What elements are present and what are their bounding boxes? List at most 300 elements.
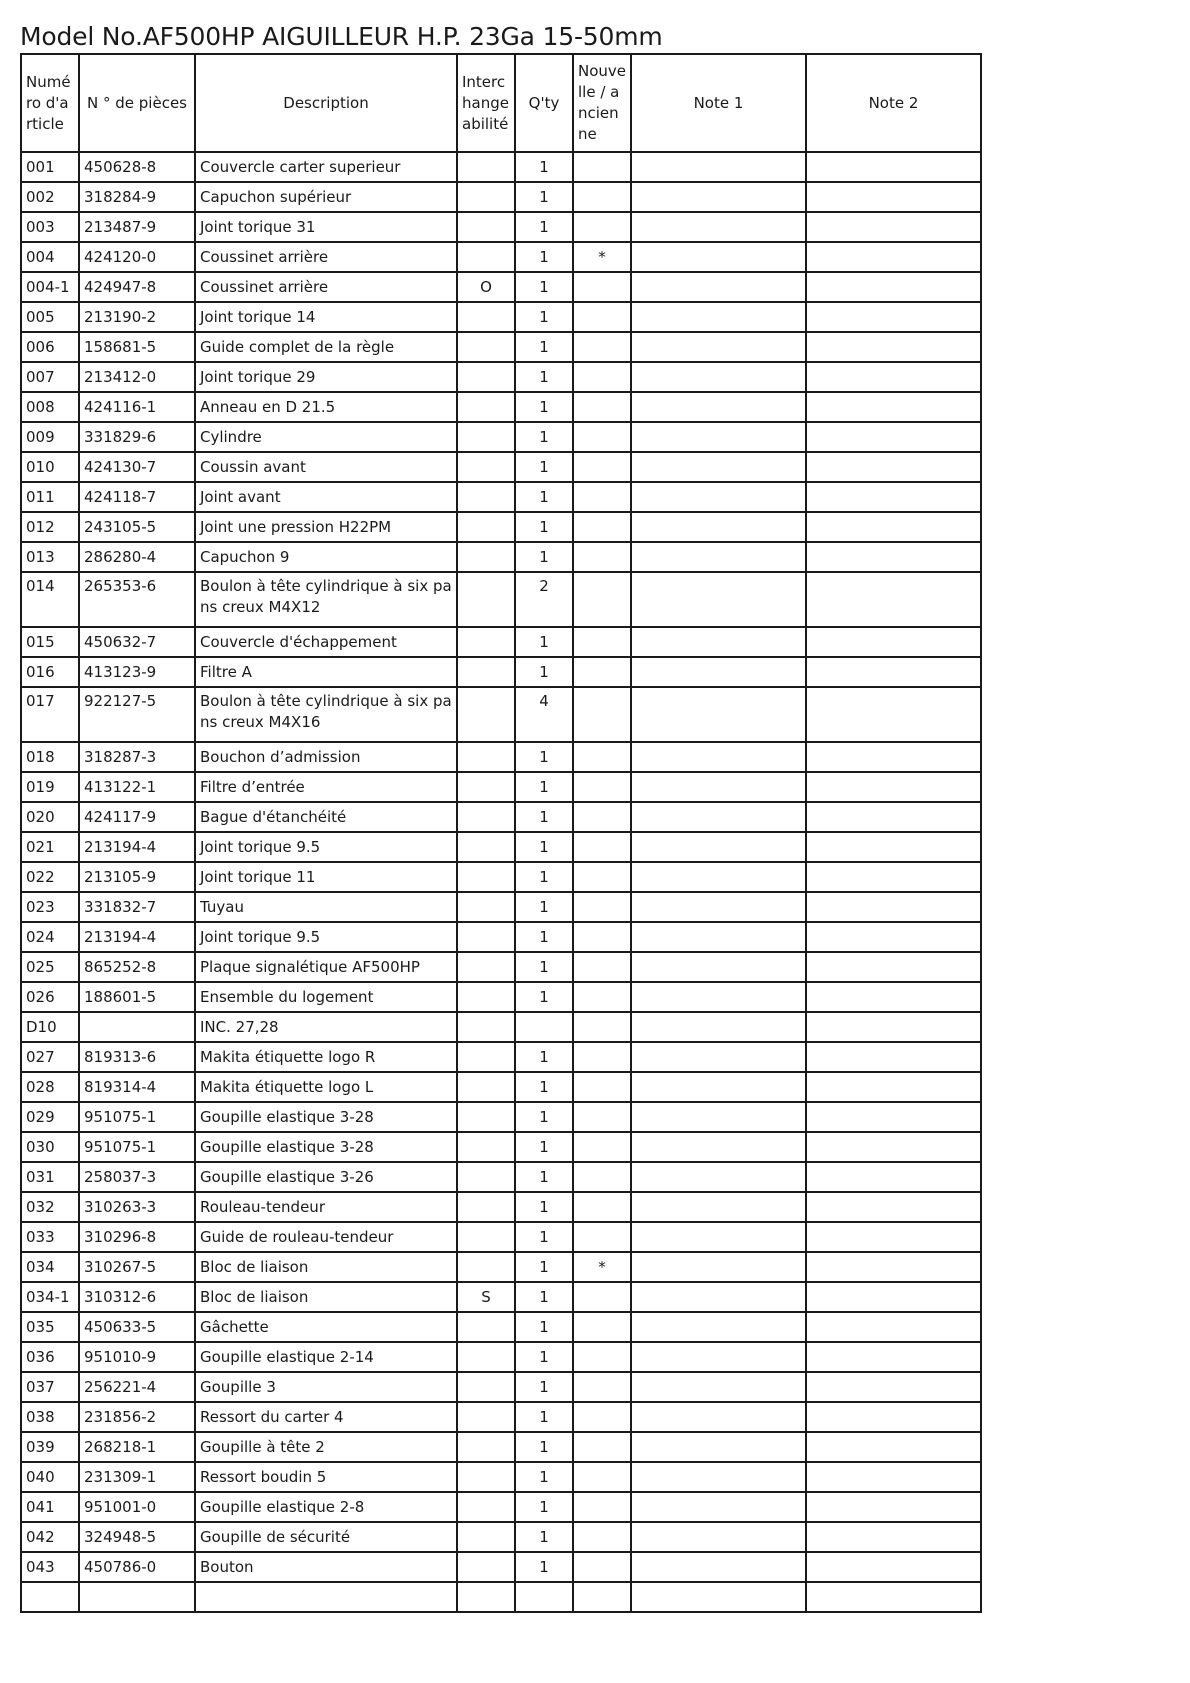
description-cell: Boulon à tête cylindrique à six pans creux M4X16 — [195, 687, 457, 742]
note-2-cell — [806, 422, 981, 452]
description-cell: Cylindre — [195, 422, 457, 452]
quantity-cell: 1 — [515, 832, 573, 862]
part-number-cell: 413123-9 — [79, 657, 195, 687]
note-1-cell — [631, 482, 806, 512]
new-old-cell — [573, 687, 631, 742]
table-row — [21, 1342, 981, 1372]
quantity-cell: 1 — [515, 742, 573, 772]
quantity-cell: 1 — [515, 1372, 573, 1402]
table-row — [21, 657, 981, 687]
part-number-cell: 231309-1 — [79, 1462, 195, 1492]
item-number-cell: 042 — [21, 1522, 79, 1552]
interchangeability-cell — [457, 1072, 515, 1102]
interchangeability-cell — [457, 332, 515, 362]
note-2-cell — [806, 302, 981, 332]
part-number-cell: 268218-1 — [79, 1432, 195, 1462]
table-row — [21, 242, 981, 272]
new-old-cell — [573, 362, 631, 392]
item-number-cell: 012 — [21, 512, 79, 542]
new-old-cell — [573, 1582, 631, 1612]
table-row — [21, 1492, 981, 1522]
quantity-cell: 1 — [515, 862, 573, 892]
item-number-cell: 032 — [21, 1192, 79, 1222]
new-old-cell: * — [573, 1252, 631, 1282]
interchangeability-cell — [457, 982, 515, 1012]
note-2-cell — [806, 362, 981, 392]
new-old-cell — [573, 272, 631, 302]
item-number-cell: 026 — [21, 982, 79, 1012]
table-row — [21, 687, 981, 742]
item-number-cell: 028 — [21, 1072, 79, 1102]
item-number-cell: 017 — [21, 687, 79, 742]
item-number-cell: 030 — [21, 1132, 79, 1162]
interchangeability-cell — [457, 1372, 515, 1402]
description-cell: Joint torique 31 — [195, 212, 457, 242]
interchangeability-cell — [457, 1342, 515, 1372]
item-number-cell: 019 — [21, 772, 79, 802]
table-row — [21, 627, 981, 657]
table-row — [21, 1462, 981, 1492]
note-2-cell — [806, 742, 981, 772]
item-number-cell: 024 — [21, 922, 79, 952]
new-old-cell — [573, 657, 631, 687]
note-2-cell — [806, 1582, 981, 1612]
part-number-cell: 424117-9 — [79, 802, 195, 832]
quantity-cell: 4 — [515, 687, 573, 742]
new-old-cell — [573, 182, 631, 212]
note-2-cell — [806, 1042, 981, 1072]
item-number-cell: 016 — [21, 657, 79, 687]
quantity-cell: 1 — [515, 1042, 573, 1072]
table-row — [21, 542, 981, 572]
col-header-new-old: Nouvelle / ancienne — [573, 54, 631, 152]
interchangeability-cell — [457, 422, 515, 452]
note-1-cell — [631, 1402, 806, 1432]
quantity-cell: 1 — [515, 182, 573, 212]
interchangeability-cell — [457, 1522, 515, 1552]
new-old-cell — [573, 1402, 631, 1432]
note-1-cell — [631, 802, 806, 832]
description-cell: Joint torique 29 — [195, 362, 457, 392]
quantity-cell: 1 — [515, 922, 573, 952]
interchangeability-cell — [457, 952, 515, 982]
quantity-cell: 1 — [515, 1282, 573, 1312]
item-number-cell: 022 — [21, 862, 79, 892]
note-2-cell — [806, 1072, 981, 1102]
item-number-cell: 031 — [21, 1162, 79, 1192]
part-number-cell: 951075-1 — [79, 1132, 195, 1162]
note-2-cell — [806, 482, 981, 512]
new-old-cell — [573, 1222, 631, 1252]
table-row — [21, 332, 981, 362]
note-1-cell — [631, 772, 806, 802]
new-old-cell — [573, 1132, 631, 1162]
new-old-cell — [573, 772, 631, 802]
interchangeability-cell — [457, 1312, 515, 1342]
col-header-interchangeability: Interchangeabilité — [457, 54, 515, 152]
note-1-cell — [631, 1192, 806, 1222]
note-2-cell — [806, 572, 981, 627]
new-old-cell — [573, 802, 631, 832]
new-old-cell — [573, 1192, 631, 1222]
item-number-cell: 035 — [21, 1312, 79, 1342]
interchangeability-cell — [457, 1462, 515, 1492]
table-row — [21, 862, 981, 892]
quantity-cell: 1 — [515, 1312, 573, 1342]
item-number-cell: 003 — [21, 212, 79, 242]
description-cell: Couvercle carter superieur — [195, 152, 457, 182]
note-1-cell — [631, 1552, 806, 1582]
table-row — [21, 362, 981, 392]
table-row — [21, 982, 981, 1012]
description-cell: Capuchon supérieur — [195, 182, 457, 212]
col-header-note-2: Note 2 — [806, 54, 981, 152]
new-old-cell — [573, 452, 631, 482]
part-number-cell: 424120-0 — [79, 242, 195, 272]
description-cell: Guide de rouleau-tendeur — [195, 1222, 457, 1252]
note-1-cell — [631, 1432, 806, 1462]
new-old-cell — [573, 862, 631, 892]
table-row — [21, 272, 981, 302]
quantity-cell: 1 — [515, 1492, 573, 1522]
item-number-cell: 010 — [21, 452, 79, 482]
interchangeability-cell — [457, 742, 515, 772]
quantity-cell: 1 — [515, 1522, 573, 1552]
item-number-cell: 006 — [21, 332, 79, 362]
part-number-cell: 331829-6 — [79, 422, 195, 452]
quantity-cell — [515, 1012, 573, 1042]
description-cell: Makita étiquette logo R — [195, 1042, 457, 1072]
note-2-cell — [806, 1342, 981, 1372]
note-1-cell — [631, 1282, 806, 1312]
new-old-cell — [573, 1432, 631, 1462]
description-cell: Joint torique 14 — [195, 302, 457, 332]
quantity-cell: 1 — [515, 212, 573, 242]
interchangeability-cell — [457, 832, 515, 862]
description-cell: Couvercle d'échappement — [195, 627, 457, 657]
description-cell: Gâchette — [195, 1312, 457, 1342]
new-old-cell — [573, 1012, 631, 1042]
note-2-cell — [806, 982, 981, 1012]
part-number-cell: 318287-3 — [79, 742, 195, 772]
description-cell: Goupille elastique 3-28 — [195, 1102, 457, 1132]
description-cell: INC. 27,28 — [195, 1012, 457, 1042]
new-old-cell — [573, 1072, 631, 1102]
note-2-cell — [806, 1162, 981, 1192]
quantity-cell: 1 — [515, 1192, 573, 1222]
part-number-cell: 213190-2 — [79, 302, 195, 332]
table-row — [21, 1012, 981, 1042]
new-old-cell — [573, 152, 631, 182]
col-header-description: Description — [195, 54, 457, 152]
quantity-cell: 1 — [515, 1222, 573, 1252]
new-old-cell — [573, 392, 631, 422]
quantity-cell: 1 — [515, 1132, 573, 1162]
table-row — [21, 1162, 981, 1192]
interchangeability-cell — [457, 512, 515, 542]
interchangeability-cell — [457, 1042, 515, 1072]
quantity-cell: 1 — [515, 1162, 573, 1192]
item-number-cell: 002 — [21, 182, 79, 212]
table-row — [21, 922, 981, 952]
interchangeability-cell — [457, 452, 515, 482]
part-number-cell: 213105-9 — [79, 862, 195, 892]
description-cell: Joint avant — [195, 482, 457, 512]
part-number-cell: 413122-1 — [79, 772, 195, 802]
new-old-cell — [573, 1522, 631, 1552]
part-number-cell: 258037-3 — [79, 1162, 195, 1192]
description-cell: Goupille elastique 2-8 — [195, 1492, 457, 1522]
note-1-cell — [631, 422, 806, 452]
description-cell: Anneau en D 21.5 — [195, 392, 457, 422]
description-cell: Joint torique 9.5 — [195, 922, 457, 952]
table-row — [21, 1582, 981, 1612]
note-2-cell — [806, 332, 981, 362]
table-row — [21, 892, 981, 922]
part-number-cell: 450632-7 — [79, 627, 195, 657]
new-old-cell — [573, 922, 631, 952]
item-number-cell: 043 — [21, 1552, 79, 1582]
note-2-cell — [806, 1312, 981, 1342]
note-2-cell — [806, 1282, 981, 1312]
part-number-cell: 310267-5 — [79, 1252, 195, 1282]
new-old-cell — [573, 832, 631, 862]
note-2-cell — [806, 512, 981, 542]
description-cell: Filtre d’entrée — [195, 772, 457, 802]
part-number-cell: 450628-8 — [79, 152, 195, 182]
note-2-cell — [806, 272, 981, 302]
note-2-cell — [806, 1552, 981, 1582]
item-number-cell: 029 — [21, 1102, 79, 1132]
part-number-cell: 819314-4 — [79, 1072, 195, 1102]
description-cell: Ressort boudin 5 — [195, 1462, 457, 1492]
interchangeability-cell — [457, 392, 515, 422]
interchangeability-cell — [457, 182, 515, 212]
item-number-cell: 005 — [21, 302, 79, 332]
quantity-cell: 1 — [515, 1102, 573, 1132]
interchangeability-cell: O — [457, 272, 515, 302]
part-number-cell: 231856-2 — [79, 1402, 195, 1432]
new-old-cell — [573, 1342, 631, 1372]
note-2-cell — [806, 657, 981, 687]
table-row — [21, 572, 981, 627]
description-cell: Joint une pression H22PM — [195, 512, 457, 542]
table-row — [21, 1432, 981, 1462]
item-number-cell: 041 — [21, 1492, 79, 1522]
table-row — [21, 512, 981, 542]
quantity-cell: 1 — [515, 657, 573, 687]
description-cell: Joint torique 11 — [195, 862, 457, 892]
table-row — [21, 1552, 981, 1582]
quantity-cell: 1 — [515, 542, 573, 572]
part-number-cell: 922127-5 — [79, 687, 195, 742]
new-old-cell: * — [573, 242, 631, 272]
note-1-cell — [631, 1342, 806, 1372]
part-number-cell: 213194-4 — [79, 922, 195, 952]
table-row — [21, 1522, 981, 1552]
note-2-cell — [806, 452, 981, 482]
interchangeability-cell — [457, 1552, 515, 1582]
interchangeability-cell — [457, 802, 515, 832]
interchangeability-cell — [457, 1012, 515, 1042]
part-number-cell: 158681-5 — [79, 332, 195, 362]
item-number-cell: 027 — [21, 1042, 79, 1072]
quantity-cell — [515, 1582, 573, 1612]
part-number-cell: 450633-5 — [79, 1312, 195, 1342]
col-header-quantity: Q'ty — [515, 54, 573, 152]
quantity-cell: 1 — [515, 982, 573, 1012]
note-2-cell — [806, 772, 981, 802]
quantity-cell: 1 — [515, 772, 573, 802]
item-number-cell: 036 — [21, 1342, 79, 1372]
new-old-cell — [573, 1102, 631, 1132]
description-cell: Goupille elastique 3-26 — [195, 1162, 457, 1192]
interchangeability-cell — [457, 627, 515, 657]
interchangeability-cell — [457, 1132, 515, 1162]
interchangeability-cell — [457, 152, 515, 182]
interchangeability-cell — [457, 772, 515, 802]
parts-table-body — [21, 152, 981, 1612]
note-1-cell — [631, 657, 806, 687]
note-1-cell — [631, 832, 806, 862]
item-number-cell: 023 — [21, 892, 79, 922]
quantity-cell: 1 — [515, 1432, 573, 1462]
part-number-cell: 424947-8 — [79, 272, 195, 302]
note-2-cell — [806, 922, 981, 952]
new-old-cell — [573, 952, 631, 982]
note-1-cell — [631, 862, 806, 892]
description-cell — [195, 1582, 457, 1612]
note-1-cell — [631, 212, 806, 242]
quantity-cell: 2 — [515, 572, 573, 627]
note-2-cell — [806, 1222, 981, 1252]
note-1-cell — [631, 1132, 806, 1162]
note-1-cell — [631, 1162, 806, 1192]
part-number-cell: 324948-5 — [79, 1522, 195, 1552]
table-row — [21, 1042, 981, 1072]
note-1-cell — [631, 1222, 806, 1252]
note-1-cell — [631, 1522, 806, 1552]
part-number-cell: 951075-1 — [79, 1102, 195, 1132]
note-1-cell — [631, 982, 806, 1012]
item-number-cell: 018 — [21, 742, 79, 772]
part-number-cell: 213487-9 — [79, 212, 195, 242]
col-header-part-number: N ° de pièces — [79, 54, 195, 152]
description-cell: Guide complet de la règle — [195, 332, 457, 362]
note-1-cell — [631, 742, 806, 772]
table-row — [21, 1192, 981, 1222]
note-2-cell — [806, 1522, 981, 1552]
table-row — [21, 392, 981, 422]
table-row — [21, 832, 981, 862]
note-2-cell — [806, 802, 981, 832]
part-number-cell: 310296-8 — [79, 1222, 195, 1252]
description-cell: Goupille de sécurité — [195, 1522, 457, 1552]
new-old-cell — [573, 892, 631, 922]
table-row — [21, 1102, 981, 1132]
table-row — [21, 1252, 981, 1282]
new-old-cell — [573, 1372, 631, 1402]
quantity-cell: 1 — [515, 452, 573, 482]
item-number-cell: 020 — [21, 802, 79, 832]
table-row — [21, 422, 981, 452]
note-1-cell — [631, 1312, 806, 1342]
new-old-cell — [573, 212, 631, 242]
quantity-cell: 1 — [515, 952, 573, 982]
item-number-cell: 004 — [21, 242, 79, 272]
quantity-cell: 1 — [515, 302, 573, 332]
new-old-cell — [573, 572, 631, 627]
note-2-cell — [806, 212, 981, 242]
new-old-cell — [573, 302, 631, 332]
note-2-cell — [806, 862, 981, 892]
table-row — [21, 152, 981, 182]
part-number-cell: 213194-4 — [79, 832, 195, 862]
item-number-cell: 011 — [21, 482, 79, 512]
item-number-cell: 033 — [21, 1222, 79, 1252]
note-1-cell — [631, 687, 806, 742]
item-number-cell: D10 — [21, 1012, 79, 1042]
part-number-cell: 310263-3 — [79, 1192, 195, 1222]
note-2-cell — [806, 392, 981, 422]
part-number-cell: 424118-7 — [79, 482, 195, 512]
note-2-cell — [806, 152, 981, 182]
description-cell: Bague d'étanchéité — [195, 802, 457, 832]
quantity-cell: 1 — [515, 892, 573, 922]
note-1-cell — [631, 627, 806, 657]
table-row — [21, 802, 981, 832]
note-1-cell — [631, 1582, 806, 1612]
interchangeability-cell — [457, 1252, 515, 1282]
interchangeability-cell — [457, 302, 515, 332]
note-2-cell — [806, 542, 981, 572]
item-number-cell: 013 — [21, 542, 79, 572]
note-1-cell — [631, 1492, 806, 1522]
note-1-cell — [631, 1372, 806, 1402]
note-2-cell — [806, 1492, 981, 1522]
description-cell: Bouchon d’admission — [195, 742, 457, 772]
description-cell: Bloc de liaison — [195, 1252, 457, 1282]
interchangeability-cell — [457, 862, 515, 892]
part-number-cell: 213412-0 — [79, 362, 195, 392]
note-1-cell — [631, 1252, 806, 1282]
interchangeability-cell — [457, 482, 515, 512]
new-old-cell — [573, 1282, 631, 1312]
description-cell: Makita étiquette logo L — [195, 1072, 457, 1102]
new-old-cell — [573, 422, 631, 452]
col-header-item-number: Numéro d'article — [21, 54, 79, 152]
interchangeability-cell — [457, 242, 515, 272]
quantity-cell: 1 — [515, 152, 573, 182]
interchangeability-cell — [457, 1492, 515, 1522]
note-2-cell — [806, 1372, 981, 1402]
description-cell: Plaque signalétique AF500HP — [195, 952, 457, 982]
note-2-cell — [806, 627, 981, 657]
item-number-cell: 009 — [21, 422, 79, 452]
description-cell: Bouton — [195, 1552, 457, 1582]
note-1-cell — [631, 452, 806, 482]
interchangeability-cell — [457, 1162, 515, 1192]
interchangeability-cell — [457, 1402, 515, 1432]
note-2-cell — [806, 1462, 981, 1492]
table-row — [21, 742, 981, 772]
note-2-cell — [806, 1402, 981, 1432]
item-number-cell: 001 — [21, 152, 79, 182]
quantity-cell: 1 — [515, 1402, 573, 1432]
item-number-cell: 025 — [21, 952, 79, 982]
note-2-cell — [806, 952, 981, 982]
interchangeability-cell — [457, 362, 515, 392]
